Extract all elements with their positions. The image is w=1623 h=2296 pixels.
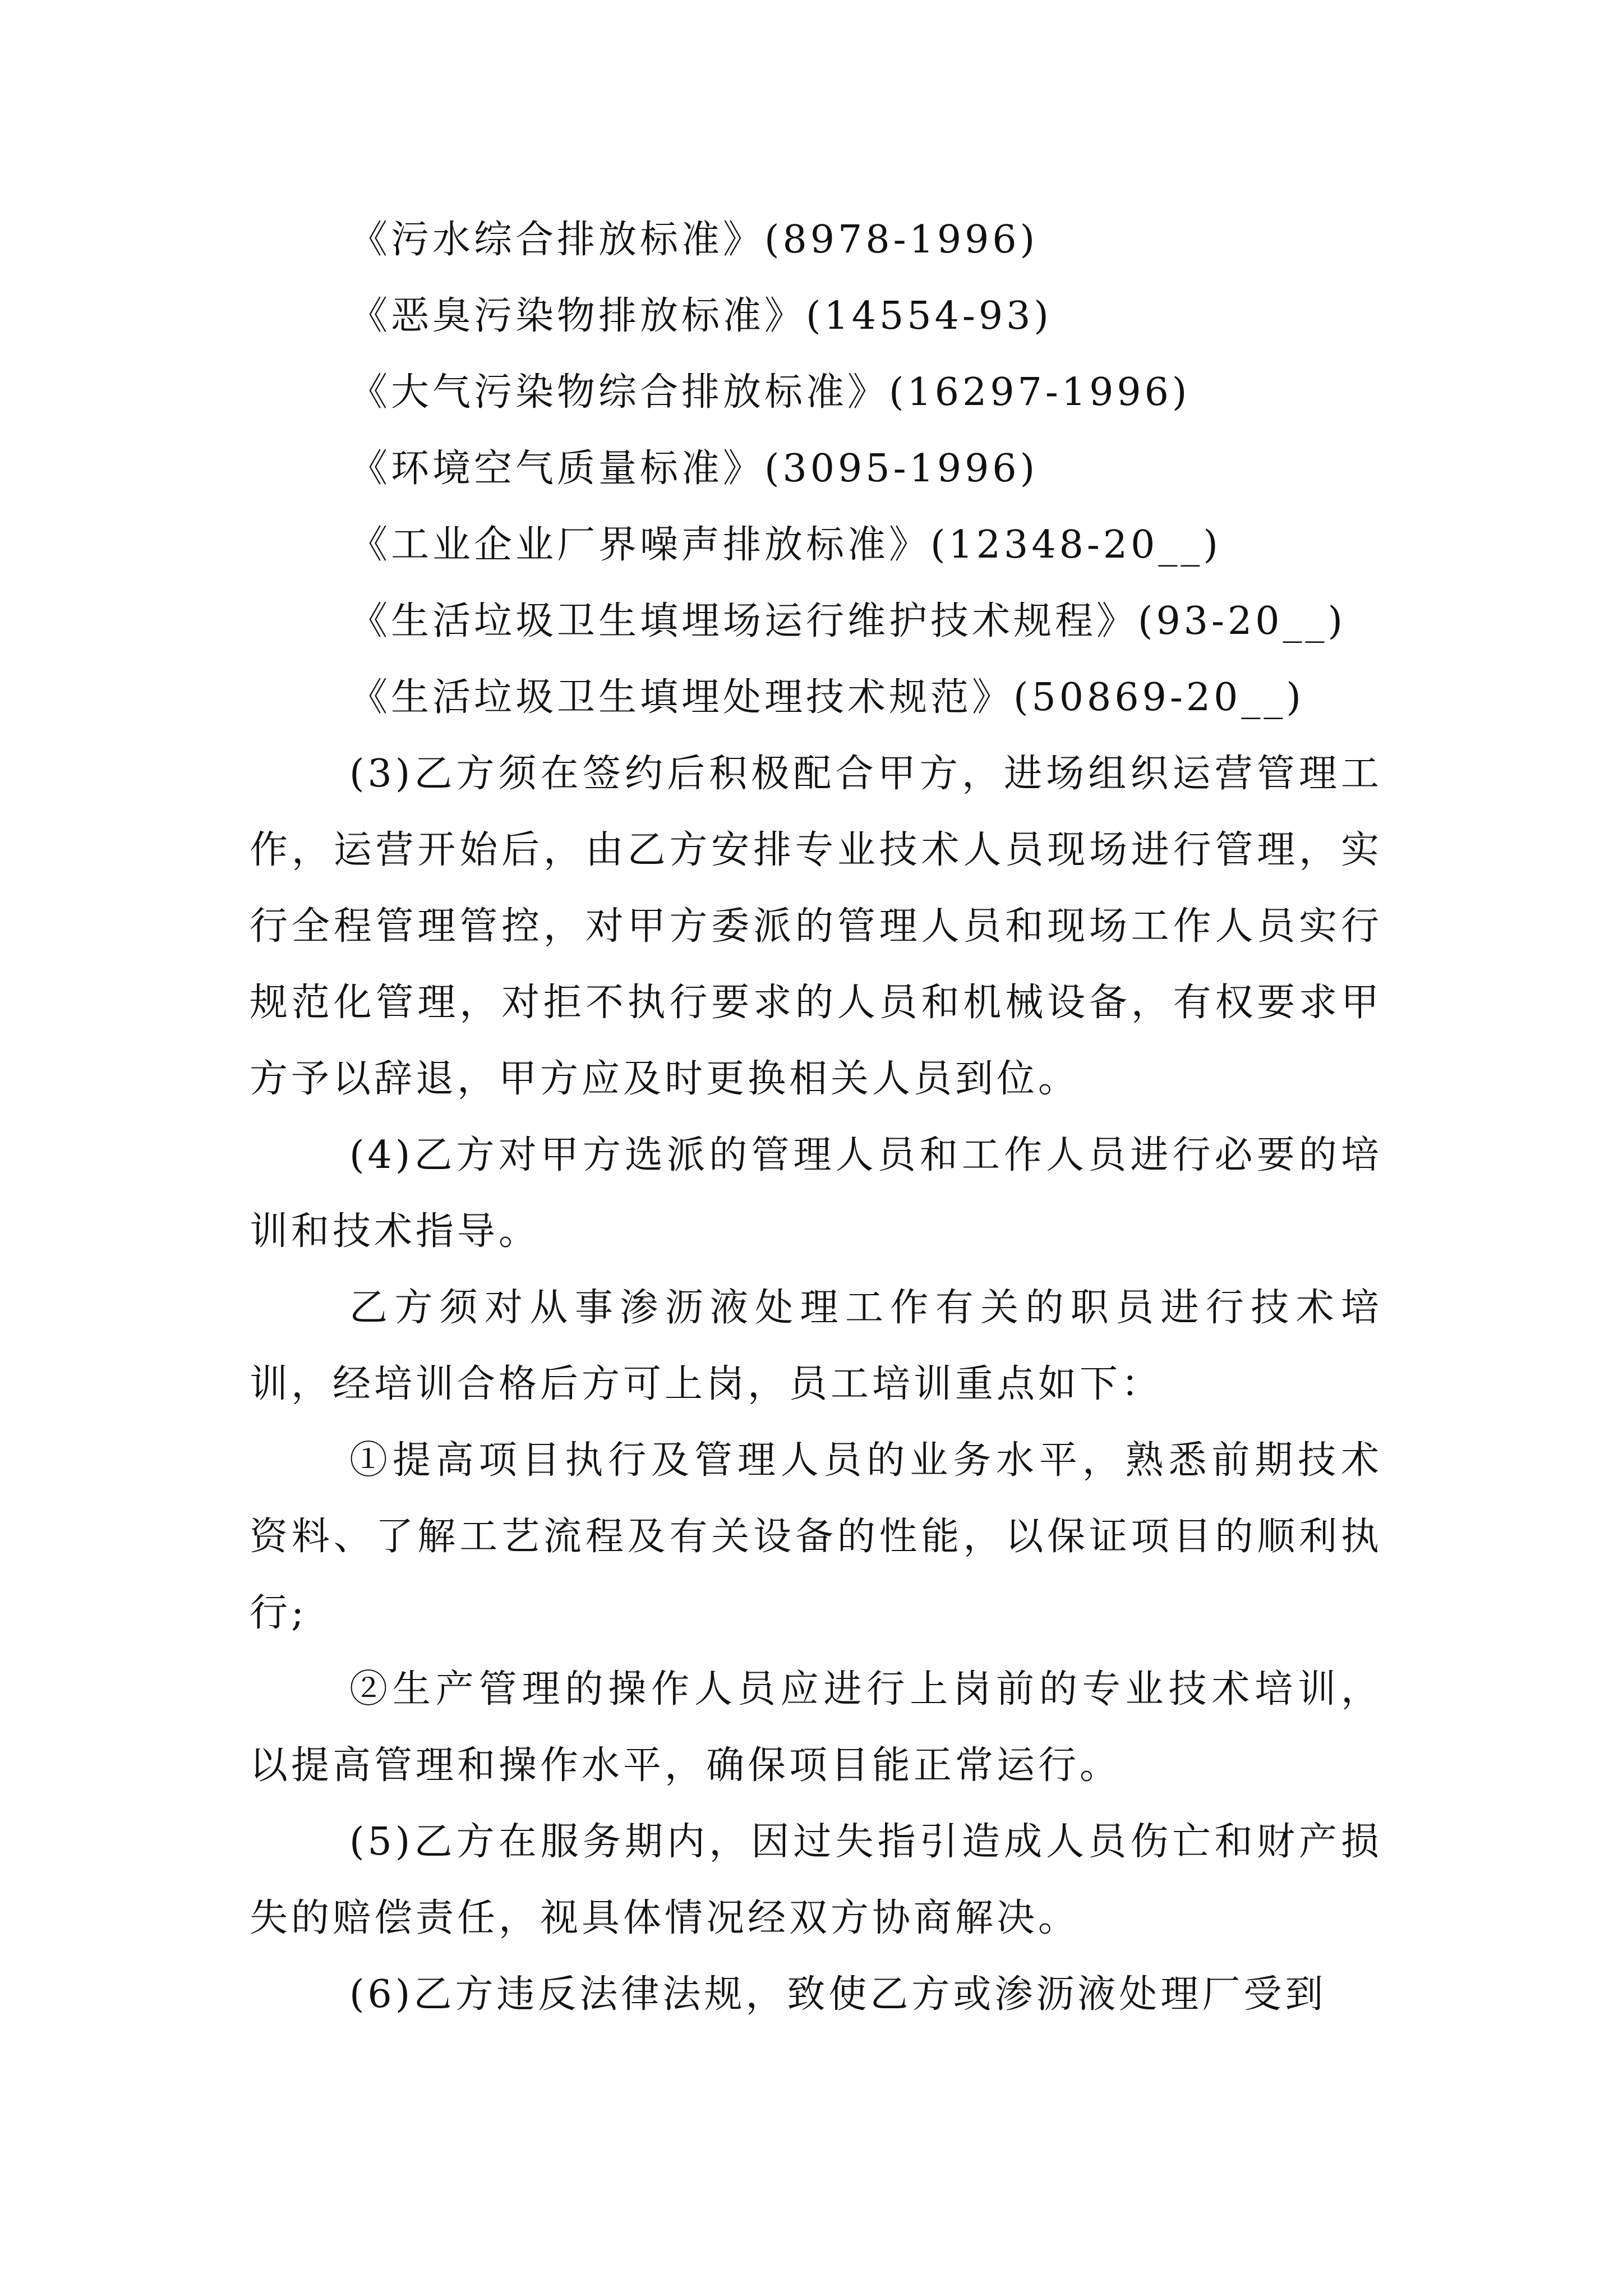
document-body [250,202,1382,2033]
paragraph-clause-5: (5)乙方在服务期内，因过失指引造成人员伤亡和财产损失的赔偿责任，视具体情况经双方协商解决。 [250,1820,1382,1940]
standard-item: 《污水综合排放标准》(8978-1996) [349,218,1039,262]
paragraph-training-point-2: ②生产管理的操作人员应进行上岗前的专业技术培训，以提高管理和操作水平，确保项目能正常运行。 [250,1667,1382,1788]
paragraph-clause-3: (3)乙方须在签约后积极配合甲方，进场组织运营管理工作，运营开始后，由乙方安排专业技术人员现场进行管理，实行全程管理管控，对甲方委派的管理人员和现场工作人员实行规范化管理，对拒不执行要求的人员和机械设备，有权要求甲方予以辞退，甲方应及时更换相关人员到位。 [250,752,1382,1101]
standard-item: 《大气污染物综合排放标准》(16297-1996) [349,370,1191,415]
standard-item: 《生活垃圾卫生填埋场运行维护技术规程》(93-20__) [349,599,1347,643]
standard-item: 《生活垃圾卫生填埋处理技术规范》(50869-20__) [349,675,1304,720]
standards-list [250,202,1382,736]
standard-item: 《环境空气质量标准》(3095-1996) [349,447,1039,491]
paragraph-clause-4: (4)乙方对甲方选派的管理人员和工作人员进行必要的培训和技术指导。 [250,1133,1382,1254]
standard-item: 《工业企业厂界噪声排放标准》(12348-20__) [349,523,1221,567]
standard-item: 《恶臭污染物排放标准》(14554-93) [349,294,1052,338]
paragraph-clause-6: (6)乙方违反法律法规，致使乙方或渗沥液处理厂受到 [349,1972,1327,2017]
paragraph-training-point-1: ①提高项目执行及管理人员的业务水平，熟悉前期技术资料、了解工艺流程及有关设备的性能，以保证项目的顺利执行; [250,1438,1382,1635]
paragraph-training-intro: 乙方须对从事渗沥液处理工作有关的职员进行技术培训，经培训合格后方可上岗，员工培训重点如下： [250,1286,1382,1406]
